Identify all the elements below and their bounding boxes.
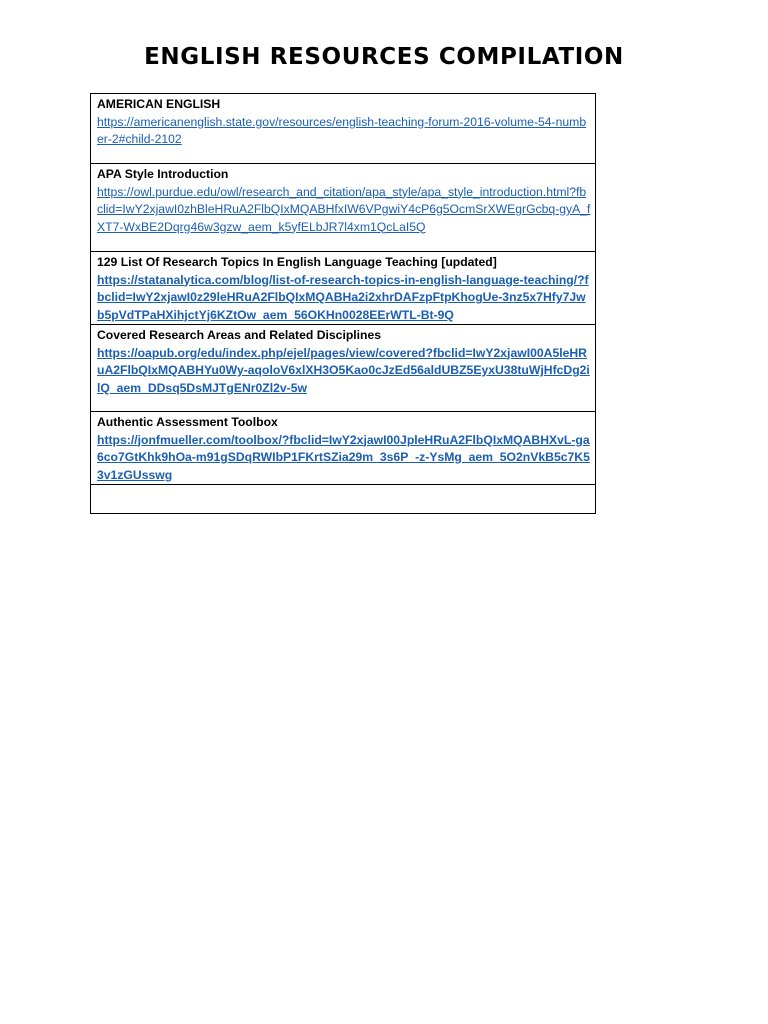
resource-title: Covered Research Areas and Related Disciplines: [97, 328, 382, 342]
resource-link[interactable]: https://jonfmueller.com/toolbox/?fbclid=IwY2xjawI00JpleHRuA2FlbQIxMQABHXvL-ga6co7GtKhk9hOa-m91gSDqRWIbP1FKrtSZia29m_3s6P_-z-YsMg_aem_5O2nVkB5c7K53v1zGUsswg: [97, 432, 590, 482]
table-row: [91, 325, 596, 412]
resources-table: [90, 93, 596, 514]
resource-link[interactable]: https://oapub.org/edu/index.php/ejel/pages/view/covered?fbclid=IwY2xjawI00A5leHRuA2FlbQIxMQABHYu0Wy-aqoloV6xlXH3O5Kao0cJzEd56aldUBZ5EyxU38tuWjHfcDg2ilQ_aem_DDsq5DsMJTgENr0Zl2v-5w: [97, 345, 590, 395]
resource-link[interactable]: https://owl.purdue.edu/owl/research_and_citation/apa_style/apa_style_introduction.html?fbclid=IwY2xjawI0zhBleHRuA2FlbQIxMQABHfxIW6VPgwiY4cP6g5OcmSrXWEgrGcbq-gyA_fXT7-WxBE2Dqrg46w3gzw_aem_k5yfELbJR7l4xm1QcLaI5Q: [97, 184, 591, 234]
resource-title: APA Style Introduction: [97, 167, 229, 181]
resource-cell: [91, 164, 596, 252]
resource-link[interactable]: https://americanenglish.state.gov/resources/english-teaching-forum-2016-volume-54-number-2#child-2102: [97, 114, 587, 146]
resource-title: Authentic Assessment Toolbox: [97, 415, 278, 429]
resource-cell: [91, 412, 596, 485]
table-row-empty: [91, 485, 596, 514]
table-row: [91, 94, 596, 164]
resource-cell: [91, 252, 596, 325]
resource-link[interactable]: https://statanalytica.com/blog/list-of-research-topics-in-english-language-teaching/?fbclid=IwY2xjawI0z29leHRuA2FlbQIxMQABHa2i2xhrDAFzpFtpKhogUe-3nz5x7Hfy7Jwb5pVdTPaHXihjctYj6KZtOw_aem_56OKHn0028EErWTL-Bt-9Q: [97, 272, 589, 322]
empty-cell: [91, 485, 596, 514]
table-row: [91, 412, 596, 485]
resource-title: 129 List Of Research Topics In English Language Teaching [updated]: [97, 255, 497, 269]
resource-title: AMERICAN ENGLISH: [97, 97, 221, 111]
table-row: [91, 252, 596, 325]
document-title: ENGLISH RESOURCES COMPILATION: [144, 44, 624, 70]
resource-cell: [91, 94, 596, 164]
table-row: [91, 164, 596, 252]
resource-cell: [91, 325, 596, 412]
